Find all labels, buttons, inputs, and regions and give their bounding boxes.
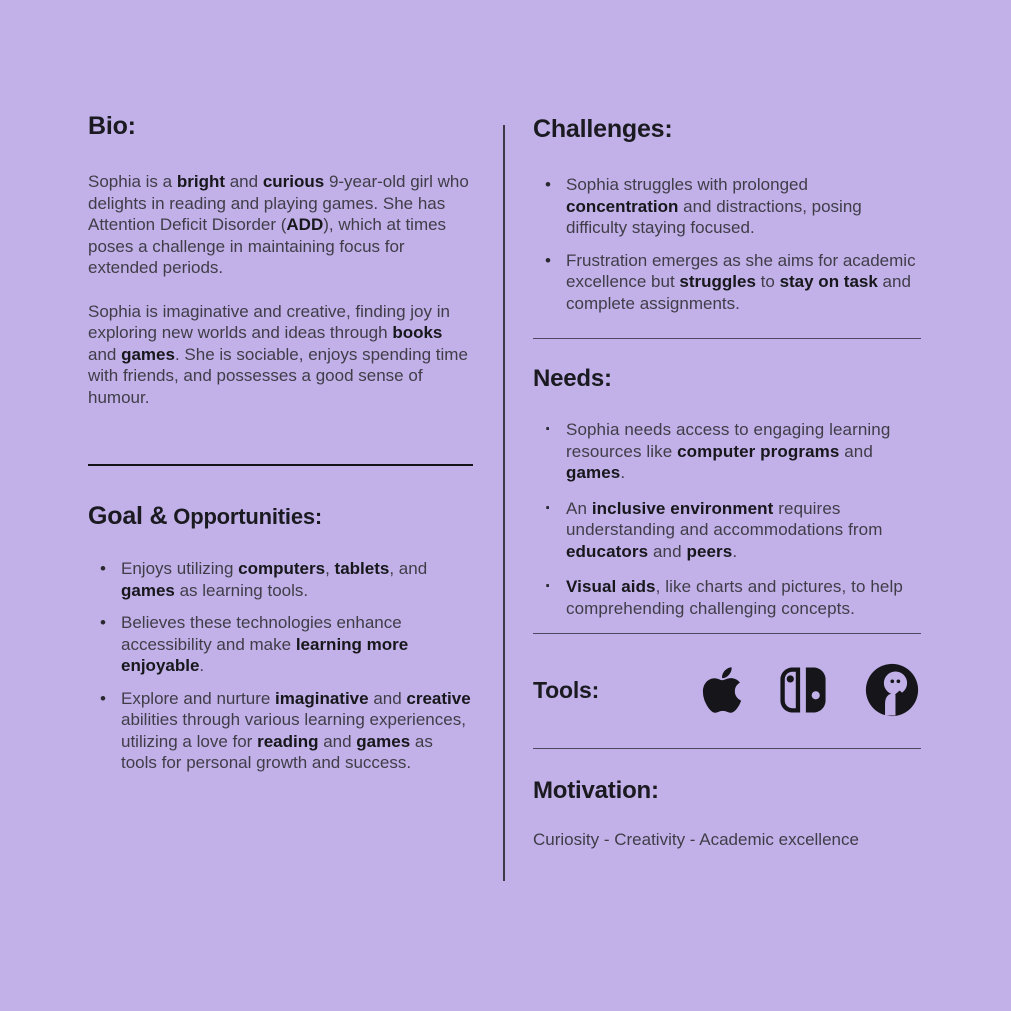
motivation-heading: Motivation:: [533, 777, 659, 804]
goals-section: [88, 502, 473, 774]
bio-section: [88, 112, 473, 408]
divider: [88, 464, 473, 466]
needs-list: [533, 419, 921, 619]
bio-paragraph-2: Sophia is imaginative and creative, finding joy in exploring new worlds and ideas through books and games. She is sociable, enjoys spending time with friends, and possesses a good sense of humour.: [88, 301, 468, 407]
needs-section: [533, 365, 921, 619]
list-item: • Explore and nurture imaginative and creative abilities through various learning experiences, utilizing a love for reading and games as tools for personal growth and success.: [100, 688, 473, 774]
list-item: • Sophia struggles with prolonged concentration and distractions, posing difficulty staying focused.: [545, 174, 921, 239]
challenges-heading: Challenges:: [533, 115, 673, 143]
tools-icon-group: [701, 661, 921, 719]
bio-paragraph-1: Sophia is a bright and curious 9-year-old girl who delights in reading and playing games. She has Attention Deficit Disorder (ADD), which at times poses a challenge in maintaining focus for extended periods.: [88, 172, 469, 277]
bio-heading: Bio:: [88, 112, 136, 140]
challenges-section: [533, 115, 921, 314]
divider: [533, 338, 921, 339]
list-item: • Enjoys utilizing computers, tablets, and games as learning tools.: [100, 558, 473, 601]
left-column: [88, 112, 473, 785]
motivation-text: Curiosity - Creativity - Academic excellence: [533, 830, 859, 849]
list-item: · An inclusive environment requires understanding and accommodations from educators and peers.: [545, 498, 921, 563]
motivation-section: [533, 777, 921, 851]
tools-section: [533, 660, 921, 720]
goals-heading: [88, 502, 473, 531]
list-item: • Believes these technologies enhance accessibility and make learning more enjoyable.: [100, 612, 473, 677]
divider: [533, 633, 921, 634]
divider: [533, 748, 921, 749]
goals-list: [88, 558, 473, 774]
nintendo-switch-icon: [779, 665, 827, 715]
list-item: • Frustration emerges as she aims for academic excellence but struggles to stay on task and complete assignments.: [545, 250, 921, 315]
goals-heading-secondary: Opportunities:: [167, 504, 323, 529]
column-divider: [503, 125, 505, 881]
goals-heading-primary: Goal &: [88, 502, 168, 530]
octocat-mascot-icon: [863, 661, 921, 719]
right-column: [533, 115, 921, 851]
list-item: · Sophia needs access to engaging learning resources like computer programs and games.: [545, 419, 921, 484]
tools-heading: Tools:: [533, 676, 600, 703]
challenges-list: [533, 174, 921, 314]
list-item: · Visual aids, like charts and pictures, to help comprehending challenging concepts.: [545, 576, 921, 619]
needs-heading: Needs:: [533, 365, 612, 392]
apple-logo-icon: [701, 664, 743, 716]
